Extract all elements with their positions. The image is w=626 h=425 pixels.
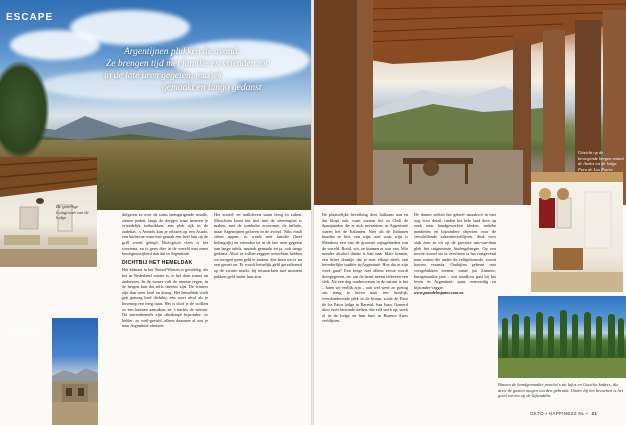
ponchos-illustration	[531, 172, 623, 292]
right-top-caption: Uitzicht op de bewegende bergen vanuit de Andes tot de lodge Pura de Los Potrer.	[578, 150, 624, 172]
poplar-illustration	[498, 296, 626, 378]
adobe-house-illustration	[52, 318, 98, 425]
ponchos-photo	[531, 172, 623, 292]
right-bottom-caption: Binnen de handgemaakte poncho's uit lafos en Gaucho-kaders, die door de gasten mogen worden gebruikt. Onder bij het bezoeken is het goed toeven op de lijfwaddin.	[498, 382, 624, 398]
footer-text: OKTO • HAPPINEZZ NL •	[530, 411, 588, 416]
left-col1-rest: Het klimaat in het Noord-Westen is geweldig: als het in Nederland winter is, is het daar zomer en andersom. In de zomer valt de meeste regen, in de hergen kan dat zelfs sneeuw zijn. De winters zijn dan weer koel en droog. Het hemeldak voelt gek genoeg heel dichtbij, een soort alsof als je bovenop een berg staat. Het is doof je de wolken zo een kunnen aanraken, en 's nachts de sterren. De sterrenhemels zijn überhaupt bijzonder: zo helder, zo weil-gevuld, alleen daarmee al zou je naar Argentinië afreizen.	[122, 267, 208, 329]
section-heading: DICHTBIJ HET HEMELDAK	[122, 259, 193, 266]
left-column-2: Het zoned- en natlitleven staan hoog in zaken. Misschien komt het niet met de sterrenspiet is maken, met de wanhulse economie, de inflatie, maar Argentijnen geloven in de avond. 'Niks eindt zitten uppen, er wordt met familie (heel belangrijk) en vrienden tot in de late uren gegeten aan lange tafels, muziek gemaakt en ja, ook tango gedanst. Alsof ze willen zeggen: misschien hebben we morgen geen geld te maken, dus laten we er nu een geniet en. Er wordt heinelijk geld gerealiseerd op de zwarte markt, bij reismarkten met moment pakken geld onder hun arm.	[214, 212, 302, 279]
right-col2-text: De dames stelten het geheel smaakvol in met oog voor detail, rinden het hele land door op zoek naar handgewerken kleden, antieke meubelen en bijzondere objecten voor de verschillende vakantieverblijven. Stuk voor stuk zien ze uit op de grootste aan-van-dam plek het ruigenoeste Andesgebergte. Op een mooie avond sta in overlaten is het rustgevend naar rusten die onder de zelfgebouwde, zowat houten veranda. Ontbijten gebeurt met versgebakken seenen, vanaf jou Zimmer; huisgemaakte jam – wat naadloos past bij het leven in Argentinië; puur, eenvoudig en bijzonder veggie.	[414, 212, 496, 290]
headline-line-3: in de late uren gegeten, muziek	[104, 71, 222, 81]
page-number: 21	[591, 411, 598, 416]
spread-gutter	[311, 0, 314, 425]
section-label: ESCAPE	[6, 12, 54, 23]
small-photo-caption: De binnenstaat, gezeld met bijzondere objecten, vormen het decor de vegetatie.	[4, 320, 48, 342]
headline-line-2: Ze brengen tijd met familie en vrienden tot	[106, 59, 268, 69]
website-link[interactable]: www.pasodelospatos.com.ar	[414, 290, 464, 296]
left-column-1	[122, 212, 208, 329]
left-col1-intro: dolgeren ze over de soms beangstigende smalle, stenen paden, langs de dorpjes waar mensen je vriendelijk toeknikken, een plek rijk in de zadeltas. 's Avonds kun je relaxen op een Asado, een barbecue waar met gemak een heel lam op de grill wordt gelegd. Biologisch vlees is het soeviena, en is geen dier in de wereld met meer beweginsvrijheid dan dat in Argentinië.	[122, 212, 208, 257]
page-footer	[530, 411, 597, 416]
right-column-2	[414, 212, 496, 296]
headline-line-1: Argentijnen plukken de avond.	[124, 47, 240, 57]
headline-line-4: gemaakt en tango gedanst	[162, 83, 262, 93]
right-column-1: De plaatselijke bevolking doet Italiaans aan en dat klopt ook, want wasten het in Chili de Spanjaarden die er zich neerzetten, in Argentinië waren het de Italianen. Niet als de Italianen houden ze hier van wijn, niet waar wijn is Mendoza een van de grootste wijngebieden van de wereld. Rood, wit, ze kunnen er wat van. Wie minder alcohol drinkt is kan naar Mate kinnen, een bitter drankje dat je met elkaar deelt, een bevederlijke traditie in Argentinië. Hoe dat in zijn werk gaat? Een beige met alleen eerste wordt doorgegeven, en: om de beurt neemt iedereen een slok. Na een dag roadmoveren in de natuur is het – laten we eerlijk zijn – ook wel weer zo prettig om terug te keren naar een heerlijk, overdonderende plek in de braun, zoals de Paso de los Patos lodge in Barreal, San Juan. Gemerd door twee bewinde stelten, die zelf werk op, werk al in de lodge en bun huis in Buenos Aires verblijven.	[322, 212, 408, 324]
interior-caption: De gezellige livingroom van de lodge.	[56, 204, 89, 220]
headline	[76, 46, 306, 94]
poplar-trees-photo	[498, 296, 626, 378]
adobe-house-photo	[52, 318, 98, 425]
